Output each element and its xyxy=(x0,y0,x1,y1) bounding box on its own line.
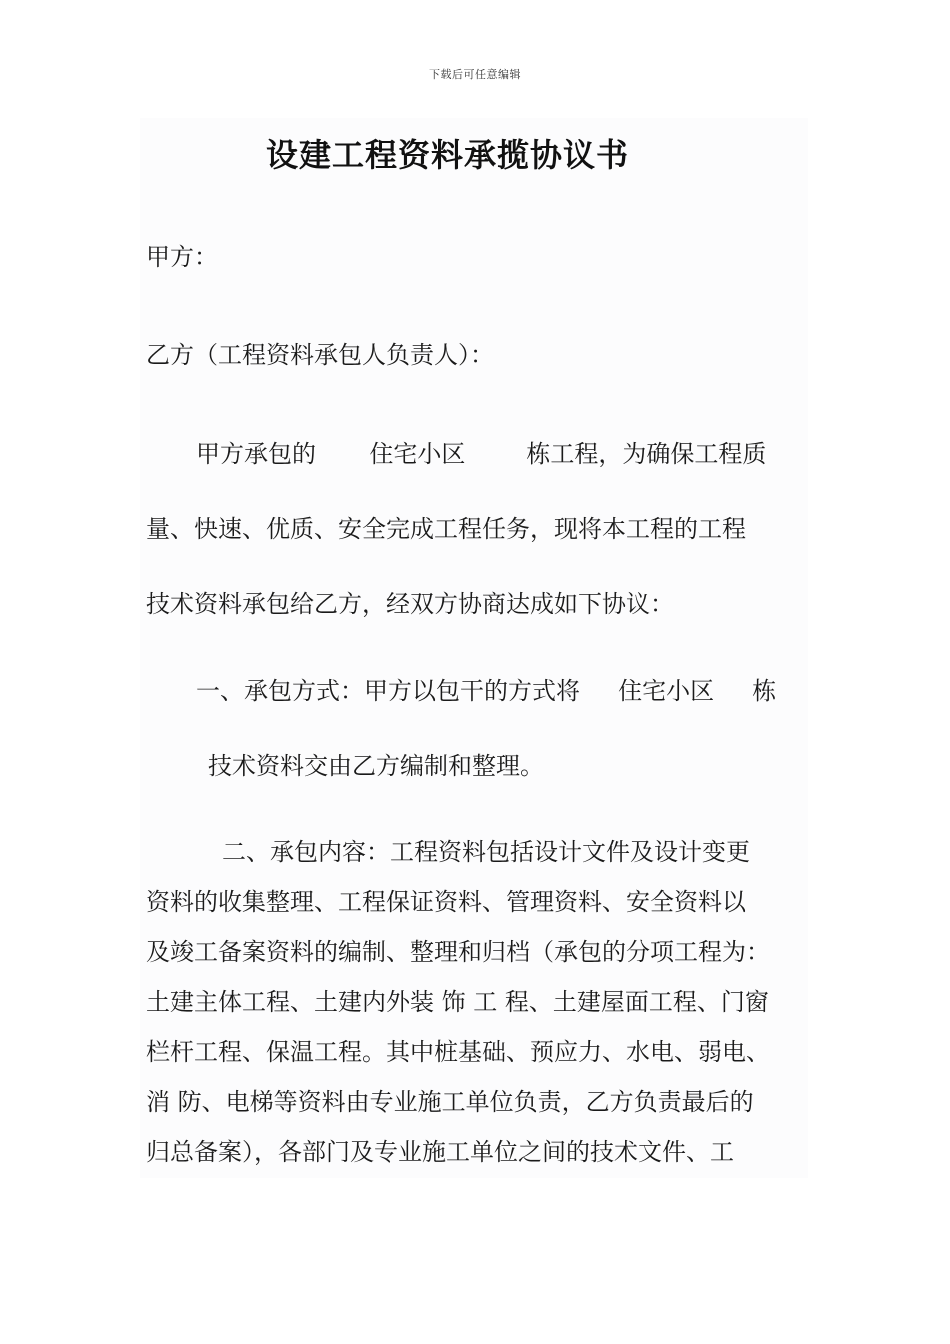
clause2-line3: 及竣工备案资料的编制、整理和归档（承包的分项工程为： xyxy=(146,938,770,966)
clause2-line5: 栏杆工程、保温工程。其中桩基础、预应力、水电、弱电、 xyxy=(146,1038,770,1066)
clause1-line2: 技术资料交由乙方编制和整理。 xyxy=(208,752,544,780)
document-title: 设建工程资料承揽协议书 xyxy=(265,136,629,174)
para1-line2: 量、快速、优质、安全完成工程任务，现将本工程的工程 xyxy=(146,515,746,543)
clause2-line4: 土建主体工程、土建内外装 饰 工 程、土建屋面工程、门窗 xyxy=(146,988,769,1016)
party-b-label: 乙方（工程资料承包人负责人）： xyxy=(146,341,494,369)
party-a-label: 甲方： xyxy=(146,243,218,271)
para1-line3: 技术资料承包给乙方，经双方协商达成如下协议： xyxy=(146,590,674,618)
para1-line1: 甲方承包的 住宅小区 栋工程，为确保工程质 xyxy=(196,440,767,468)
clause2-line7: 归总备案），各部门及专业施工单位之间的技术文件、工 xyxy=(146,1138,734,1166)
header-note: 下载后可任意编辑 xyxy=(429,68,521,81)
clause1-line1: 一、承包方式：甲方以包干的方式将 住宅小区 栋 xyxy=(196,677,777,705)
clause2-line2: 资料的收集整理、工程保证资料、管理资料、安全资料以 xyxy=(146,888,746,916)
clause2-line1: 二、承包内容：工程资料包括设计文件及设计变更 xyxy=(222,838,750,866)
clause2-line6: 消 防、电梯等资料由专业施工单位负责，乙方负责最后的 xyxy=(146,1088,754,1116)
document-body xyxy=(140,118,808,1178)
